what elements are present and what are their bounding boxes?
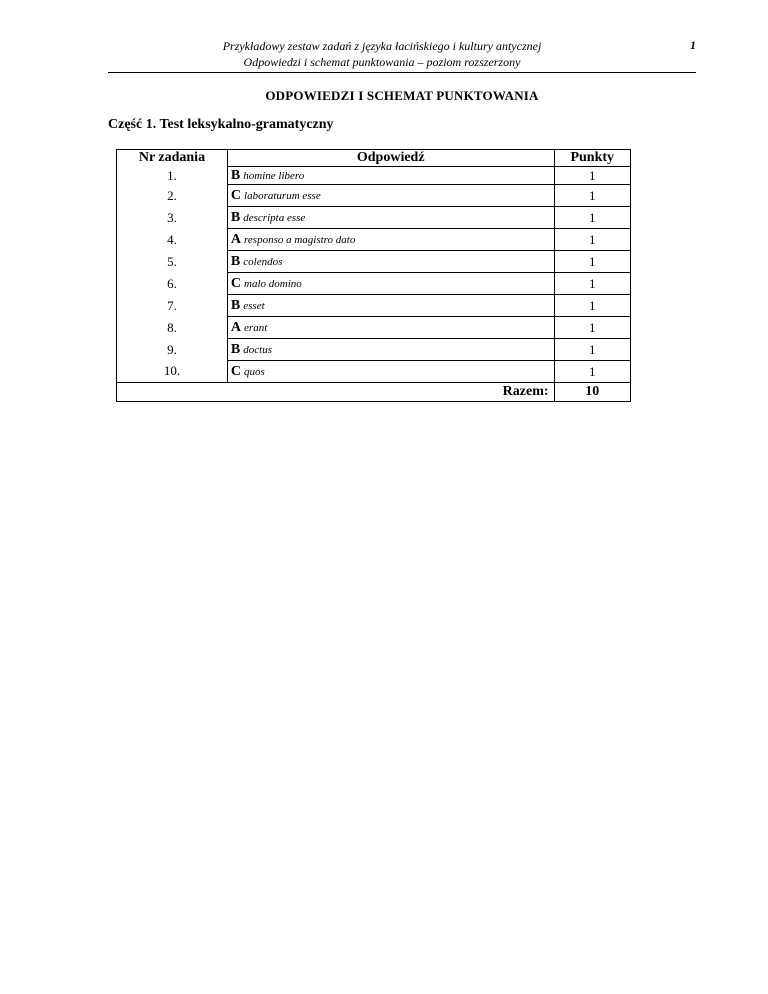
cell-points: 1 xyxy=(554,361,630,383)
cell-points: 1 xyxy=(554,273,630,295)
cell-answer xyxy=(227,339,554,361)
table-row xyxy=(117,229,631,251)
total-label: Razem: xyxy=(117,383,555,402)
cell-points: 1 xyxy=(554,339,630,361)
cell-points: 1 xyxy=(554,167,630,185)
cell-answer xyxy=(227,185,554,207)
table-row xyxy=(117,273,631,295)
document-title: ODPOWIEDZI I SCHEMAT PUNKTOWANIA xyxy=(265,88,539,103)
answer-letter: C xyxy=(230,188,242,203)
answer-letter: A xyxy=(230,320,242,335)
cell-points: 1 xyxy=(554,207,630,229)
table-row xyxy=(117,167,631,185)
table-row xyxy=(117,361,631,383)
header-lines xyxy=(108,38,656,70)
table-row xyxy=(117,339,631,361)
cell-answer xyxy=(227,361,554,383)
answer-letter: B xyxy=(230,342,241,357)
table-row xyxy=(117,207,631,229)
cell-nr: 9. xyxy=(117,339,228,361)
answer-letter: A xyxy=(230,232,242,247)
answer-letter: B xyxy=(230,210,241,225)
cell-points: 1 xyxy=(554,229,630,251)
table-body xyxy=(117,167,631,402)
answer-letter: C xyxy=(230,276,242,291)
answer-text: doctus xyxy=(243,344,272,356)
answer-letter: B xyxy=(230,168,241,183)
cell-nr: 10. xyxy=(117,361,228,383)
cell-nr: 4. xyxy=(117,229,228,251)
cell-answer xyxy=(227,273,554,295)
answer-text: laboraturum esse xyxy=(244,190,321,202)
cell-points: 1 xyxy=(554,185,630,207)
cell-answer xyxy=(227,317,554,339)
header-line-1: Przykładowy zestaw zadań z języka łacińskiego i kultury antycznej xyxy=(222,39,542,53)
answer-text: colendos xyxy=(243,256,283,268)
answer-letter: C xyxy=(230,364,242,379)
cell-nr: 8. xyxy=(117,317,228,339)
answer-letter: B xyxy=(230,254,241,269)
answer-text: responso a magistro dato xyxy=(244,234,356,246)
cell-answer xyxy=(227,229,554,251)
header-line-2: Odpowiedzi i schemat punktowania – poziom rozszerzony xyxy=(243,55,521,69)
page-number: 1 xyxy=(690,38,696,52)
total-row xyxy=(117,383,631,402)
cell-nr: 3. xyxy=(117,207,228,229)
header-points: Punkty xyxy=(554,150,630,167)
answer-text: malo domino xyxy=(244,278,302,290)
table-row xyxy=(117,185,631,207)
cell-answer xyxy=(227,251,554,273)
cell-nr: 1. xyxy=(117,167,228,185)
header-nr: Nr zadania xyxy=(117,150,228,167)
header-answer: Odpowiedź xyxy=(227,150,554,167)
page-header xyxy=(108,38,696,73)
cell-nr: 7. xyxy=(117,295,228,317)
cell-answer xyxy=(227,167,554,185)
table-header-row xyxy=(117,150,631,167)
table-row xyxy=(117,317,631,339)
cell-nr: 5. xyxy=(117,251,228,273)
answer-text: quos xyxy=(244,366,265,378)
cell-nr: 2. xyxy=(117,185,228,207)
section-title: Część 1. Test leksykalno-gramatyczny xyxy=(108,117,334,132)
answers-table xyxy=(116,149,631,402)
table-row xyxy=(117,251,631,273)
answer-text: homine libero xyxy=(243,170,305,182)
answer-text: descripta esse xyxy=(243,212,306,224)
cell-nr: 6. xyxy=(117,273,228,295)
cell-answer xyxy=(227,207,554,229)
total-value: 10 xyxy=(554,383,630,402)
cell-answer xyxy=(227,295,554,317)
answer-letter: B xyxy=(230,298,241,313)
answer-text: erant xyxy=(244,322,268,334)
cell-points: 1 xyxy=(554,251,630,273)
cell-points: 1 xyxy=(554,317,630,339)
table-row xyxy=(117,295,631,317)
answer-text: esset xyxy=(243,300,265,312)
cell-points: 1 xyxy=(554,295,630,317)
